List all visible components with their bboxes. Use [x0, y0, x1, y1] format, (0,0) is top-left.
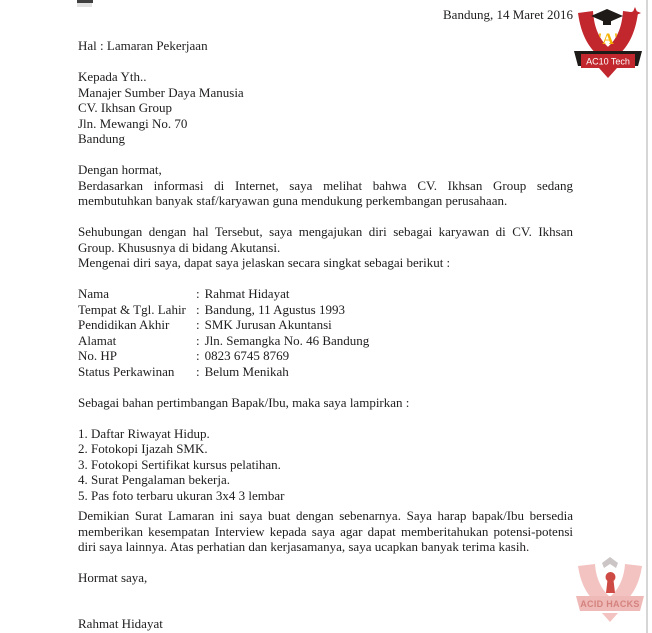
- signoff: Hormat saya,: [78, 570, 148, 585]
- biodata-value: Belum Menikah: [204, 363, 289, 379]
- acid-hacks-watermark: [573, 556, 647, 628]
- logo-banner-text: AC10 Tech: [586, 56, 630, 67]
- paragraph-line: Mengenai diri saya, dapat saya jelaskan secara singkat sebagai berikut :: [78, 255, 451, 270]
- watermark-top-ribbon-icon: [602, 557, 618, 568]
- attachment-item: 4. Surat Pengalaman bekerja.: [78, 472, 230, 487]
- biodata-separator: :: [196, 286, 200, 301]
- date-line: Bandung, 14 Maret 2016: [443, 7, 573, 22]
- biodata-label: Pendidikan Akhir: [78, 317, 170, 332]
- second-paragraph: [78, 224, 573, 271]
- biodata-row: [78, 348, 573, 364]
- biodata-value: Jln. Semangka No. 46 Bandung: [204, 332, 370, 348]
- opening-paragraph: [78, 162, 573, 209]
- recipient-line: Kepada Yth..: [78, 69, 147, 84]
- biodata-table: [78, 286, 573, 379]
- cropped-text-artifact-shadow: [77, 3, 92, 7]
- biodata-label: Alamat: [78, 332, 117, 348]
- watermark-tail: [602, 613, 618, 622]
- biodata-separator: :: [196, 348, 200, 363]
- attachments-intro: Sebagai bahan pertimbangan Bapak/Ibu, maka saya lampirkan :: [78, 394, 410, 410]
- biodata-label: Nama: [78, 286, 110, 301]
- biodata-separator: :: [196, 301, 200, 317]
- paragraph-line: diri saya lainnya. Atas perhatian dan kerjasamanya, saya ucapkan banyak terima kasih.: [78, 539, 530, 554]
- biodata-separator: :: [196, 317, 200, 332]
- paragraph-line: memberikan kesempatan Interview kepada saya agar dapat memberitahukan potensi-potensi: [78, 523, 573, 539]
- watermark-keyhole-stem: [606, 580, 615, 593]
- biodata-row: [78, 333, 573, 349]
- salutation: Dengan hormat,: [78, 162, 162, 177]
- signature-name: Rahmat Hidayat: [78, 616, 163, 631]
- biodata-label: Tempat & Tgl. Lahir: [78, 301, 186, 317]
- paragraph-line: Demikian Surat Lamaran ini saya buat dengan sebenarnya. Saya harap bapak/Ibu bersedia: [78, 508, 573, 523]
- attachment-item: 3. Fotokopi Sertifikat kursus pelatihan.: [78, 456, 281, 472]
- paragraph-line: Berdasarkan informasi di Internet, saya melihat bahwa CV. Ikhsan Group sedang: [78, 177, 573, 193]
- recipient-line: CV. Ikhsan Group: [78, 100, 173, 115]
- recipient-line: Jln. Mewangi No. 70: [78, 115, 188, 131]
- recipient-line: Bandung: [78, 131, 125, 146]
- graduation-cap-base: [603, 20, 611, 25]
- ac10-tech-logo: [572, 5, 644, 79]
- attachment-item: 2. Fotokopi Ijazah SMK.: [78, 441, 208, 456]
- logo-monogram: 'A': [597, 31, 619, 48]
- biodata-label: Status Perkawinan: [78, 363, 175, 379]
- recipient-line: Manajer Sumber Daya Manusia: [78, 84, 244, 100]
- biodata-value: 0823 6745 8769: [204, 348, 290, 363]
- biodata-value: Bandung, 11 Agustus 1993: [204, 301, 345, 317]
- attachment-item: 1. Daftar Riwayat Hidup.: [78, 425, 210, 441]
- recipient-block: [78, 69, 573, 147]
- biodata-value: Rahmat Hidayat: [204, 286, 290, 301]
- page-edge-line: [646, 0, 648, 633]
- attachment-item: 5. Pas foto terbaru ukuran 3x4 3 lembar: [78, 487, 285, 503]
- biodata-row: [78, 286, 573, 302]
- logo-tail: [599, 68, 617, 78]
- biodata-separator: :: [196, 363, 200, 379]
- closing-paragraph: [78, 508, 573, 555]
- paragraph-line: Sehubungan dengan hal Tersebut, saya mengajukan diri sebagai karyawan di CV. Ikhsan: [78, 224, 573, 239]
- biodata-value: SMK Jurusan Akuntansi: [204, 317, 332, 332]
- paragraph-line: Group. Khususnya di bidang Akutansi.: [78, 239, 281, 255]
- biodata-row: [78, 302, 573, 318]
- watermark-banner-text: ACID HACKS: [580, 599, 640, 609]
- biodata-row: [78, 364, 573, 380]
- biodata-separator: :: [196, 332, 200, 348]
- biodata-label: No. HP: [78, 348, 118, 363]
- biodata-row: [78, 317, 573, 333]
- paragraph-line: membutuhkan banyak staf/karyawan guna mendukung perkembangan perusahaan.: [78, 193, 508, 208]
- subject-line: Hal : Lamaran Pekerjaan: [78, 38, 208, 53]
- attachments-list: [78, 426, 573, 504]
